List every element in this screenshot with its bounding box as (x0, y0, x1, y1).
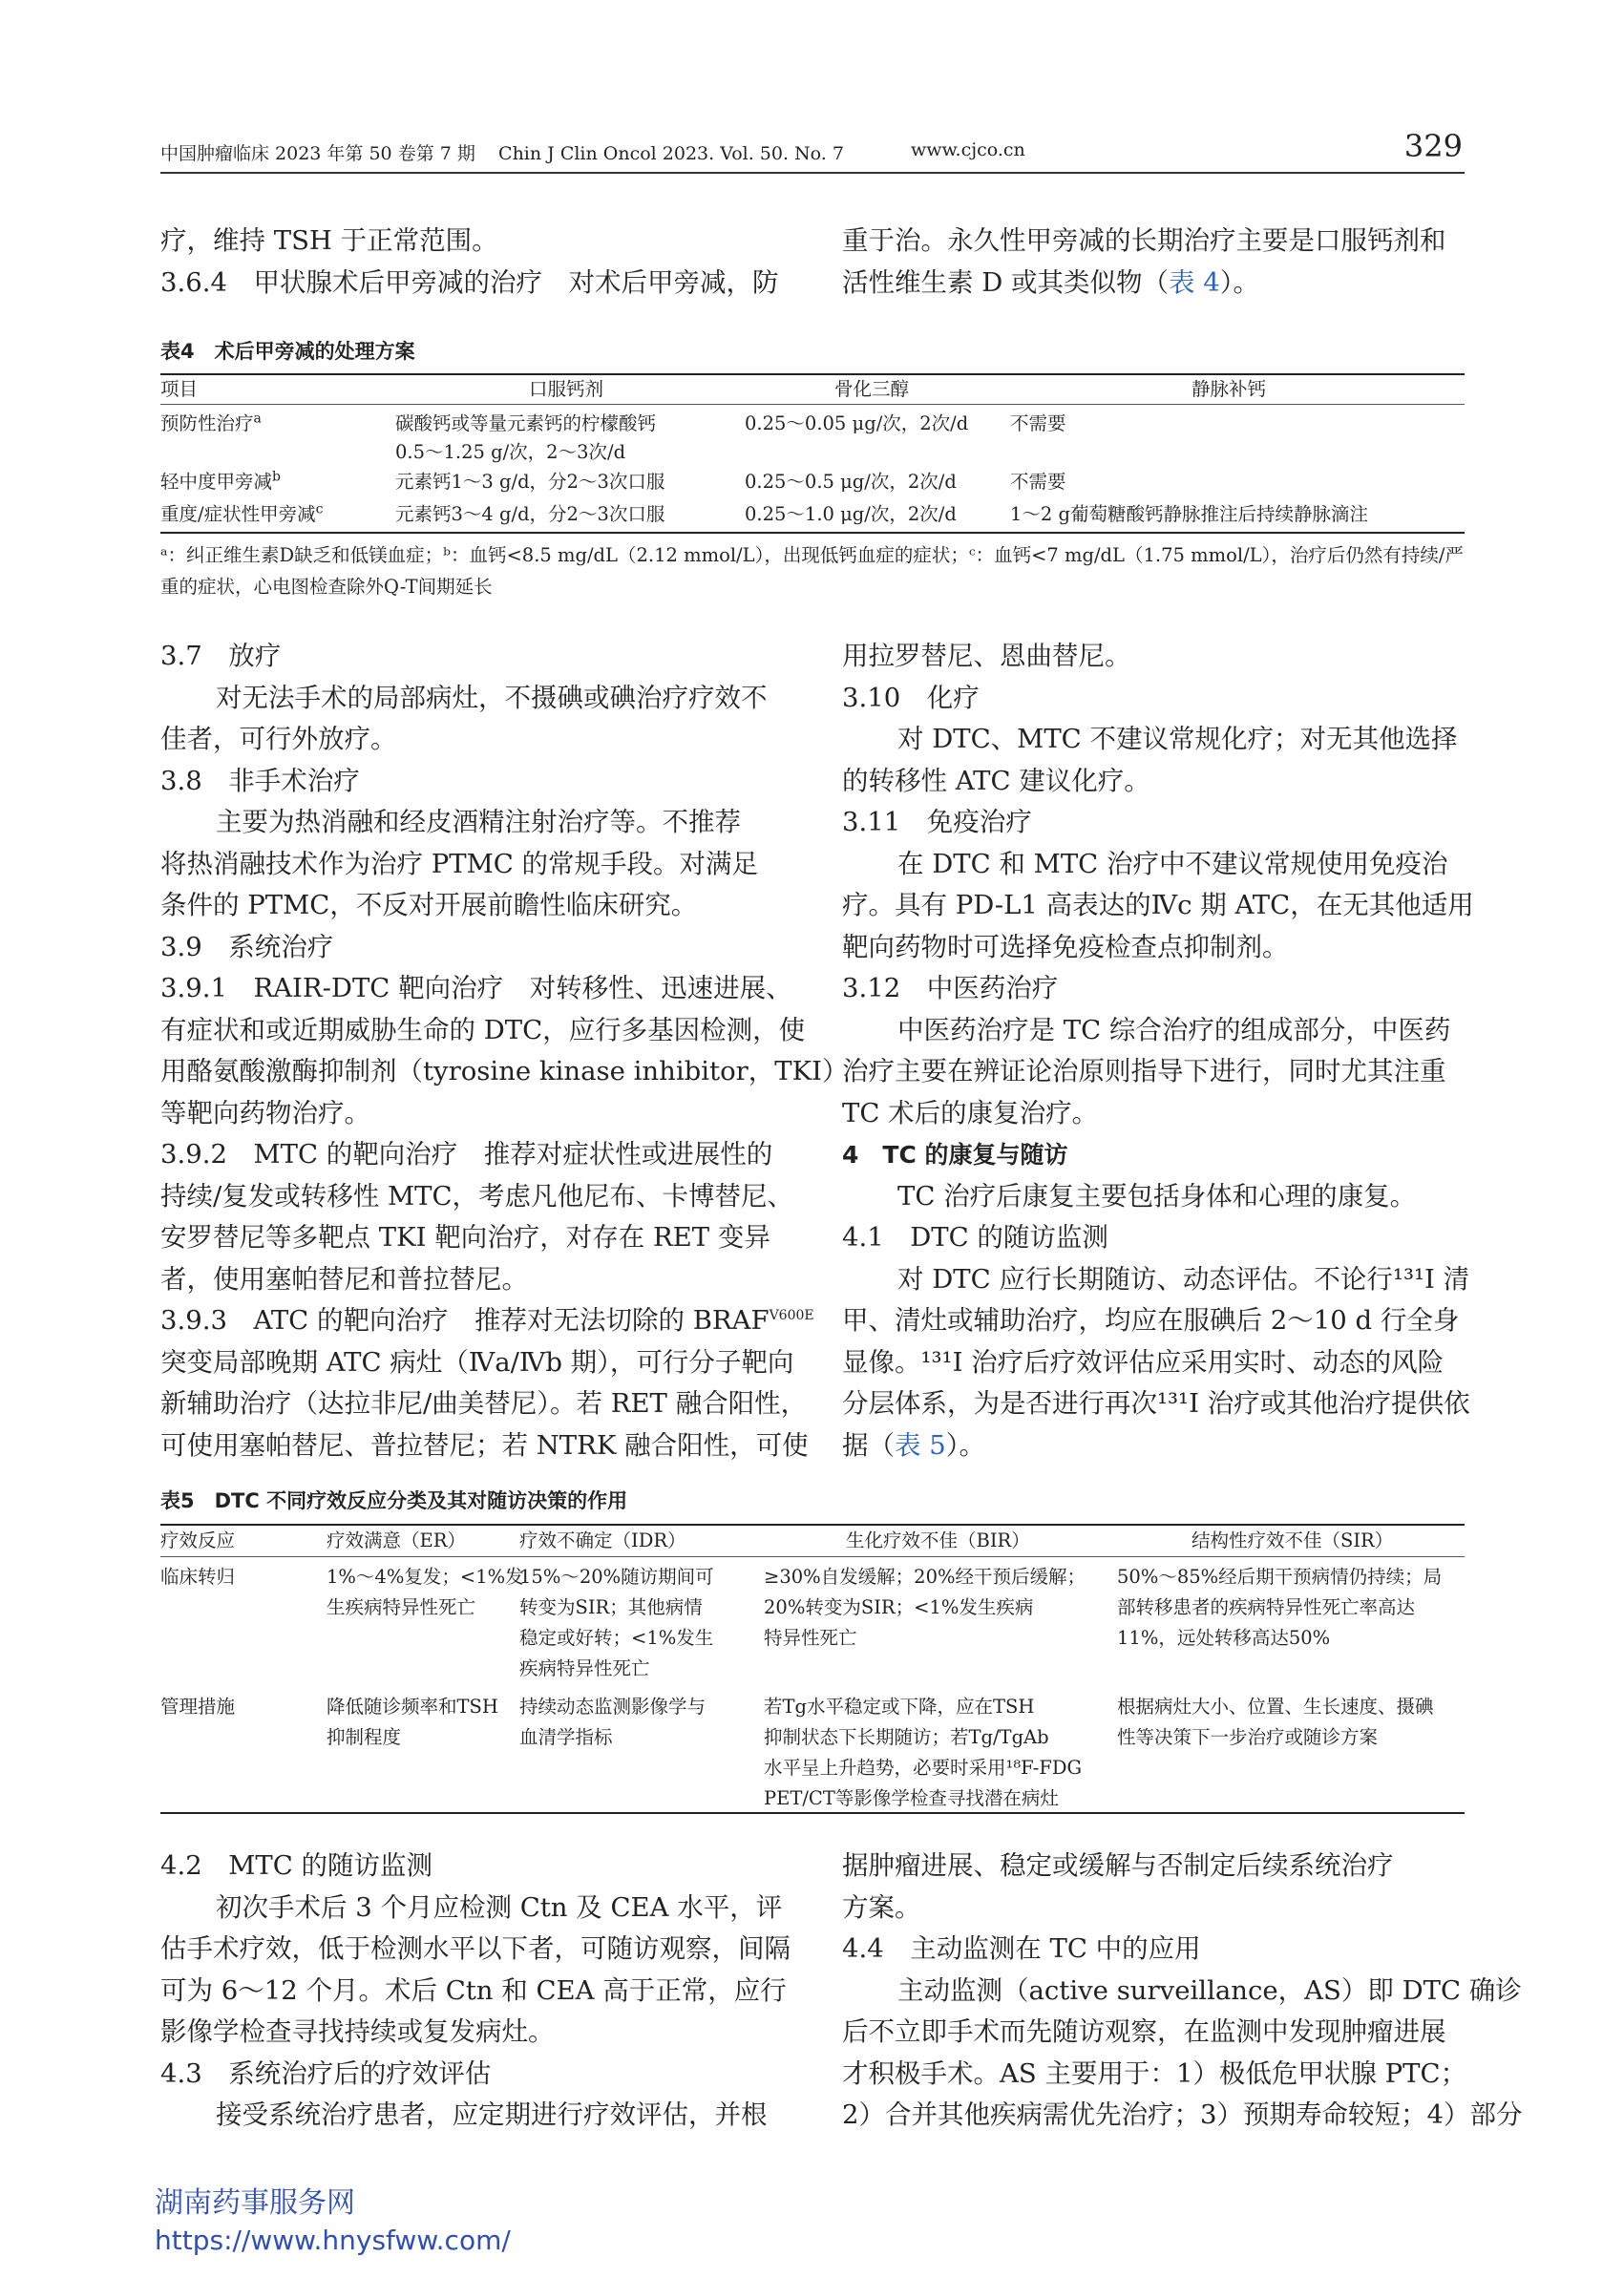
paragraph-line: 者，使用塞帕替尼和普拉替尼。 (160, 1263, 528, 1295)
table-5-header: 结构性疗效不佳（SIR） (1192, 1529, 1394, 1551)
table-5-row-label: 管理措施 (160, 1696, 236, 1718)
paragraph-line: 据（表 5）。 (842, 1429, 985, 1461)
table-5-cell: 生疾病特异性死亡 (327, 1596, 476, 1618)
table-4-cell: 0.25～0.5 μg/次，2次/d (745, 471, 957, 493)
section-heading: 3.6.4 甲状腺术后甲旁减的治疗 对术后甲旁减，防 (160, 266, 779, 298)
section-heading: 3.9 系统治疗 (160, 931, 334, 962)
table-5-cell: 水平呈上升趋势，必要时采用¹⁸F-FDG (764, 1757, 1083, 1779)
paragraph-line: 用酪氨酸激酶抑制剂（tyrosine kinase inhibitor，TKI） (160, 1056, 849, 1086)
table-4-cell: 不需要 (1010, 412, 1066, 434)
section-heading: 4 TC 的康复与随访 (842, 1141, 1068, 1169)
table-5-link[interactable]: 表 5 (895, 1429, 946, 1461)
paragraph-line: 佳者，可行外放疗。 (160, 724, 397, 754)
table-4-header-oral: 口服钙剂 (529, 378, 604, 400)
table-4-row-label: 预防性治疗$^a$ (160, 411, 262, 434)
table-4-cell: 元素钙3～4 g/d，分2～3次口服 (395, 503, 665, 525)
table-4 (160, 373, 1465, 533)
top-left-column (160, 221, 783, 304)
paragraph-line: 甲、清灶或辅助治疗，均应在服碘后 2～10 d 行全身 (842, 1305, 1460, 1336)
table-5-cell: 11%，远处转移高达50% (1117, 1627, 1331, 1649)
paragraph-line: 的转移性 ATC 建议化疗。 (842, 765, 1150, 796)
paragraph-line: 才积极手术。AS 主要用于：1）极低危甲状腺 PTC； (842, 2057, 1467, 2089)
middle-left-column (160, 636, 849, 1466)
paragraph-line: 有症状和或近期威胁生命的 DTC，应行多基因检测，使 (160, 1014, 806, 1045)
table-5-cell: PET/CT等影像学检查寻找潜在病灶 (764, 1787, 1059, 1809)
table-5-header: 疗效反应 (160, 1529, 236, 1551)
paragraph-line: 后不立即手术而先随访观察，在监测中发现肿瘤进展 (842, 2016, 1446, 2047)
table-5-cell: 根据病灶大小、位置、生长速度、摄碘 (1117, 1696, 1434, 1718)
table-4-cell: 0.25～0.05 μg/次，2次/d (745, 412, 969, 434)
table-5-cell: 疾病特异性死亡 (519, 1657, 650, 1679)
table-5-cell: 转变为SIR；其他病情 (519, 1596, 703, 1618)
table-5-cell: 性等决策下一步治疗或随诊方案 (1117, 1726, 1379, 1748)
paragraph-line: 影像学检查寻找持续或复发病灶。 (160, 2016, 555, 2047)
table-5-cell: 血清学指标 (519, 1726, 613, 1748)
watermark-url[interactable]: https://www.hnysfww.com/ (155, 2225, 511, 2256)
table-4-cell: 碳酸钙或等量元素钙的柠檬酸钙 (395, 412, 657, 434)
section-heading: 4.3 系统治疗后的疗效评估 (160, 2057, 492, 2089)
section-heading: 4.1 DTC 的随访监测 (842, 1222, 1108, 1253)
table-5-cell: 1%～4%复发；<1%发 (327, 1566, 524, 1588)
table-5-cell: 持续动态监测影像学与 (519, 1696, 707, 1718)
table-5-header: 疗效不确定（IDR） (519, 1529, 686, 1551)
table-4-cell: 0.25～1.0 μg/次，2次/d (745, 503, 957, 525)
paragraph-line: 主要为热消融和经皮酒精注射治疗等。不推荐 (216, 807, 741, 837)
paragraph-line: 估手术疗效，低于检测水平以下者，可随访观察，间隔 (160, 1933, 791, 1964)
table-5-cell: 降低随诊频率和TSH (327, 1696, 498, 1718)
table-4-header-item: 项目 (160, 378, 199, 400)
paragraph-line: 突变局部晚期 ATC 病灶（Ⅳa/Ⅳb 期），可行分子靶向 (160, 1346, 794, 1378)
site-watermark[interactable] (155, 2184, 511, 2259)
paragraph-line: 3.9.3 ATC 的靶向治疗 推荐对无法切除的 $BRAF^{V600E}$ (160, 1305, 814, 1336)
paragraph-line: TC 术后的康复治疗。 (842, 1097, 1099, 1128)
table-4-row-label: 轻中度甲旁减$^b$ (160, 469, 281, 493)
table-5-row-label: 临床转归 (160, 1566, 236, 1588)
table-5-cell: 稳定或好转；<1%发生 (519, 1627, 714, 1649)
table-5-cell: 部转移患者的疾病特异性死亡率高达 (1117, 1596, 1416, 1618)
journal-name-cn: 中国肿瘤临床 2023 年第 50 卷第 7 期 (160, 143, 475, 164)
paragraph-line: 新辅助治疗（达拉非尼/曲美替尼）。若 RET 融合阳性， (160, 1388, 808, 1419)
paragraph-line: 疗，维持 TSH 于正常范围。 (160, 225, 498, 256)
section-heading: 3.7 放疗 (160, 641, 282, 671)
paragraph-line: 接受系统治疗患者，应定期进行疗效评估，并根 (216, 2099, 768, 2130)
journal-website[interactable]: www.cjco.cn (911, 139, 1025, 160)
paragraph-line: 疗。具有 PD-L1 高表达的Ⅳc 期 ATC，在无其他适用 (842, 890, 1474, 920)
section-heading: 3.12 中医药治疗 (842, 973, 1059, 1003)
paragraph-line: 据肿瘤进展、稳定或缓解与否制定后续系统治疗 (842, 1850, 1394, 1881)
paragraph-line: 主动监测（active surveillance，AS）即 DTC 确诊 (897, 1974, 1522, 2006)
paragraph-line: 重于治。永久性甲旁减的长期治疗主要是口服钙剂和 (842, 225, 1446, 256)
paragraph-line: 在 DTC 和 MTC 治疗中不建议常规使用免疫治 (897, 848, 1448, 879)
section-heading: 4.4 主动监测在 TC 中的应用 (842, 1933, 1201, 1964)
paragraph-line: 可使用塞帕替尼、普拉替尼；若 NTRK 融合阳性，可使 (160, 1429, 809, 1461)
table-5-cell: 若Tg水平稳定或下降，应在TSH (764, 1696, 1035, 1718)
table-4-cell: 不需要 (1010, 471, 1066, 493)
paragraph-line: 对 DTC、MTC 不建议常规化疗；对无其他选择 (897, 724, 1458, 754)
table-5-header: 生化疗效不佳（BIR） (846, 1529, 1030, 1551)
journal-name-en: Chin J Clin Oncol 2023. Vol. 50. No. 7 (498, 143, 844, 164)
table-4-caption: 表4 术后甲旁减的处理方案 (160, 340, 415, 363)
paragraph-line: 用拉罗替尼、恩曲替尼。 (842, 641, 1131, 671)
paragraph-line: 安罗替尼等多靶点 TKI 靶向治疗，对存在 RET 变异 (160, 1222, 770, 1253)
table-4-cell: 1～2 g葡萄糖酸钙静脉推注后持续静脉滴注 (1010, 503, 1368, 525)
bottom-right-column (842, 1846, 1523, 2137)
paragraph-line: 初次手术后 3 个月应检测 Ctn 及 CEA 水平，评 (216, 1891, 783, 1923)
paragraph-line: 条件的 PTMC，不反对开展前瞻性临床研究。 (160, 890, 698, 920)
table-5-cell: 50%～85%经后期干预病情仍持续；局 (1117, 1566, 1443, 1588)
paragraph-line: 显像。¹³¹I 治疗后疗效评估应采用实时、动态的风险 (842, 1346, 1445, 1378)
table-4-link[interactable]: 表 4 (1169, 266, 1220, 298)
paragraph-line: 2）合并其他疾病需优先治疗；3）预期寿命较短；4）部分 (842, 2099, 1523, 2130)
paragraph-line: 靶向药物时可选择免疫检查点抑制剂。 (842, 931, 1289, 962)
table-5-header: 疗效满意（ER） (327, 1529, 466, 1551)
table-4-footnote: ᵃ：纠正维生素D缺乏和低镁血症；ᵇ：血钙<8.5 mg/dL（2.12 mmol/L），出现低钙血症的症状；ᶜ：血钙<7 mg/dL（1.75 mmol/L），治疗后仍然有持续/严 (160, 544, 1464, 566)
journal-citation (160, 139, 844, 165)
table-5-cell: 特异性死亡 (764, 1627, 857, 1649)
paragraph-line: 方案。 (842, 1891, 921, 1923)
page-header (160, 128, 1465, 174)
paragraph-line: 活性维生素 D 或其类似物（表 4）。 (842, 266, 1260, 298)
table-5-cell: 抑制状态下长期随访；若Tg/TgAb (764, 1726, 1049, 1748)
table-5-cell: ≥30%自发缓解；20%经干预后缓解； (764, 1566, 1086, 1588)
section-heading: 4.2 MTC 的随访监测 (160, 1850, 433, 1881)
top-right-column (842, 221, 1465, 304)
paragraph-line: 对 DTC 应行长期随访、动态评估。不论行¹³¹I 清 (897, 1263, 1470, 1295)
watermark-title: 湖南药事服务网 (155, 2186, 355, 2220)
paragraph-line: 可为 6～12 个月。术后 Ctn 和 CEA 高于正常，应行 (160, 1974, 787, 2006)
section-heading: 3.8 非手术治疗 (160, 765, 360, 796)
paragraph-line: 将热消融技术作为治疗 PTMC 的常规手段。对满足 (160, 848, 759, 879)
paragraph-line: TC 治疗后康复主要包括身体和心理的康复。 (897, 1180, 1417, 1212)
table-4-row-label: 重度/症状性甲旁减$^c$ (160, 501, 324, 525)
paragraph-line: 持续/复发或转移性 MTC，考虑凡他尼布、卡博替尼、 (160, 1180, 794, 1212)
table-5 (160, 1524, 1465, 1814)
section-heading: 3.11 免疫治疗 (842, 807, 1032, 837)
table-5-cell: 抑制程度 (327, 1726, 402, 1748)
paragraph-line: 治疗主要在辨证论治原则指导下进行，同时尤其注重 (842, 1056, 1446, 1086)
paragraph-line: 中医药治疗是 TC 综合治疗的组成部分，中医药 (897, 1014, 1451, 1045)
table-4-footnote: 重的症状，心电图检查除外Q-T间期延长 (160, 576, 493, 598)
paragraph-line: 等靶向药物治疗。 (160, 1097, 370, 1128)
table-4-cell: 0.5～1.25 g/次，2～3次/d (395, 441, 626, 463)
page-number: 329 (1403, 128, 1463, 164)
paragraph-line: 3.9.2 MTC 的靶向治疗 推荐对症状性或进展性的 (160, 1139, 773, 1170)
table-5-cell: 20%转变为SIR；<1%发生疾病 (764, 1596, 1034, 1618)
table-4-header-iv: 静脉补钙 (1192, 378, 1267, 400)
paragraph-line: 3.9.1 RAIR-DTC 靶向治疗 对转移性、迅速进展、 (160, 973, 792, 1003)
section-heading: 3.10 化疗 (842, 682, 980, 713)
table-5-cell: 15%～20%随访期间可 (519, 1566, 714, 1588)
middle-right-column (842, 636, 1474, 1466)
table-5-caption: 表5 DTC 不同疗效反应分类及其对随访决策的作用 (160, 1489, 628, 1512)
bottom-left-column (160, 1846, 791, 2137)
table-4-header-calcitriol: 骨化三醇 (834, 378, 910, 400)
paragraph-line: 对无法手术的局部病灶，不摄碘或碘治疗疗效不 (216, 682, 768, 713)
table-4-cell: 元素钙1～3 g/d，分2～3次口服 (395, 471, 665, 493)
paragraph-line: 分层体系，为是否进行再次¹³¹I 治疗或其他治疗提供依 (842, 1388, 1470, 1419)
